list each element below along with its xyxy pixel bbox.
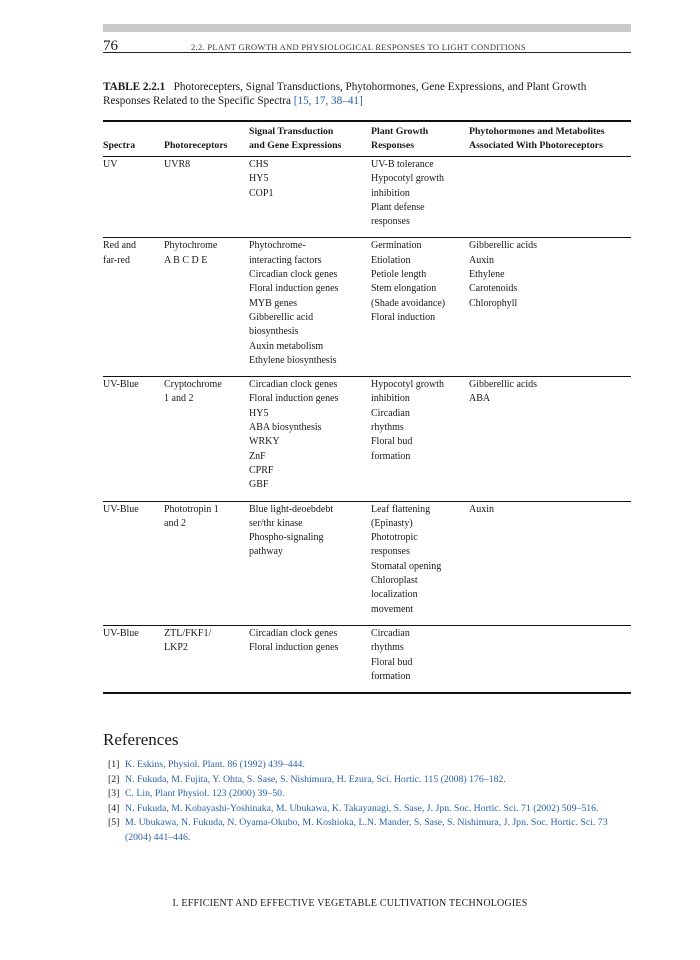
cell-line: ser/thr kinase [249, 517, 303, 529]
cell-line: Ethylene [469, 269, 505, 281]
reference-number: [3] [108, 788, 120, 800]
cell-line: HY5 [249, 173, 269, 185]
column-header-photoreceptors [164, 121, 249, 157]
cell-photoreceptors [164, 377, 249, 501]
reference-item [108, 758, 632, 773]
cell-spectra [103, 238, 164, 377]
cell-phytohormones [469, 625, 631, 693]
cell-line: Auxin metabolism [249, 340, 324, 352]
cell-line: Gibberellic acids [469, 379, 538, 391]
cell-phytohormones [469, 238, 631, 377]
cell-line: Floral induction genes [249, 393, 339, 405]
column-header-spectra [103, 121, 164, 157]
cell-line: UV-Blue [103, 503, 139, 515]
cell-line: localization [371, 589, 418, 601]
cell-line: CHS [249, 159, 269, 170]
cell-photoreceptors [164, 501, 249, 625]
references-heading: References [103, 730, 179, 749]
caption-citation-link[interactable]: [15, 17, 38–41] [293, 95, 363, 107]
table-row [103, 157, 631, 238]
table-caption [103, 80, 631, 108]
reference-item [108, 773, 632, 788]
cell-phytohormones [469, 501, 631, 625]
cell-line: Floral induction [371, 311, 436, 323]
cell-plant-growth [371, 377, 469, 501]
cell-line: Circadian clock genes [249, 269, 338, 281]
cell-signal-transduction [249, 238, 371, 377]
cell-spectra [103, 501, 164, 625]
cell-line: ZTL/FKF1/ [164, 627, 212, 639]
cell-line: Stomatal opening [371, 560, 442, 572]
cell-line: Phospho-signaling [249, 532, 324, 544]
cell-line: Blue light-deoebdebt [249, 503, 334, 515]
cell-signal-transduction [249, 377, 371, 501]
cell-line: Cryptochrome [164, 379, 222, 391]
cell-signal-transduction [249, 501, 371, 625]
cell-signal-transduction [249, 625, 371, 693]
cell-line: Floral bud [371, 656, 413, 668]
cell-spectra [103, 157, 164, 238]
cell-photoreceptors [164, 238, 249, 377]
cell-plant-growth [371, 501, 469, 625]
cell-line: UV [103, 159, 118, 170]
cell-line: UV-Blue [103, 379, 139, 391]
cell-line: far-red [103, 254, 130, 266]
cell-line: Circadian [371, 627, 410, 639]
table-row [103, 377, 631, 501]
cell-line: Associated With Photoreceptors [469, 140, 603, 151]
cell-line: UV-Blue [103, 627, 139, 639]
cell-line: Phototropin 1 [164, 503, 219, 515]
table-body [103, 157, 631, 694]
cell-photoreceptors [164, 625, 249, 693]
cell-line: Carotenoids [469, 283, 518, 295]
reference-item [108, 802, 632, 817]
cell-line: Germination [371, 240, 422, 252]
page-header [103, 24, 631, 53]
cell-line: Chloroplast [371, 575, 418, 587]
cell-line: inhibition [371, 187, 410, 199]
cell-line: rhythms [371, 422, 404, 434]
reference-number: [5] [108, 817, 120, 829]
cell-line: inhibition [371, 393, 410, 405]
cell-line: biosynthesis [249, 326, 299, 338]
cell-line: Plant Growth [371, 126, 429, 137]
cell-line: Ethylene biosynthesis [249, 354, 337, 366]
column-header-phytohormones [469, 121, 631, 157]
cell-line: formation [371, 670, 411, 682]
cell-line: Spectra [103, 140, 136, 151]
reference-item [108, 816, 632, 845]
cell-line: movement [371, 603, 414, 615]
cell-line: Etiolation [371, 254, 411, 266]
reference-link[interactable]: N. Fukuda, M. Fujita, Y. Ohta, S. Sase, S. Nishimura, H. Ezura, Sci. Hortic. 115 (2008) 176–182. [125, 773, 506, 785]
cell-line: formation [371, 450, 411, 462]
reference-number: [4] [108, 802, 120, 814]
cell-line: Hypocotyl growth [371, 173, 445, 185]
cell-line: pathway [249, 546, 283, 558]
cell-plant-growth [371, 157, 469, 238]
cell-line: Circadian clock genes [249, 379, 338, 391]
cell-line: Auxin [469, 254, 494, 266]
cell-plant-growth [371, 625, 469, 693]
cell-line: WRKY [249, 436, 280, 448]
cell-line: Phytohormones and Metabolites [469, 126, 605, 137]
data-table [103, 120, 631, 694]
cell-photoreceptors [164, 157, 249, 238]
reference-item [108, 787, 632, 802]
cell-line: A B C D E [164, 254, 208, 266]
references-list [108, 758, 632, 846]
cell-phytohormones [469, 377, 631, 501]
cell-line: ABA [469, 393, 491, 405]
cell-line: Responses [371, 140, 415, 151]
cell-line: (Shade avoidance) [371, 297, 446, 309]
cell-line: interacting factors [249, 254, 322, 266]
cell-line: LKP2 [164, 642, 188, 654]
cell-line: Circadian [371, 407, 410, 419]
cell-line: UVR8 [164, 159, 191, 170]
cell-spectra [103, 625, 164, 693]
table-row [103, 238, 631, 377]
cell-line: MYB genes [249, 297, 298, 309]
cell-line: Auxin [469, 503, 494, 515]
cell-line: Hypocotyl growth [371, 379, 445, 391]
table-header-row [103, 121, 631, 157]
reference-link[interactable]: K. Eskins, Physiol. Plant. 86 (1992) 439–444. [125, 759, 305, 770]
cell-line: Gibberellic acids [469, 240, 538, 252]
cell-line: Floral bud [371, 436, 413, 448]
column-header-signal-transduction [249, 121, 371, 157]
cell-line: Stem elongation [371, 283, 437, 295]
cell-line: Floral induction genes [249, 283, 339, 295]
caption-text: Photorecepters, Signal Transductions, Phytohormones, Gene Expressions, and Plant Growth Responses Related to the Specific Spectra [103, 81, 587, 107]
cell-signal-transduction [249, 157, 371, 238]
cell-line: and 2 [164, 517, 186, 529]
cell-phytohormones [469, 157, 631, 238]
cell-line: Gibberellic acid [249, 311, 314, 323]
cell-line: ZnF [249, 450, 266, 462]
cell-line: Phototropic [371, 532, 418, 544]
cell-spectra [103, 377, 164, 501]
cell-line: Leaf flattening [371, 503, 431, 515]
table-row [103, 501, 631, 625]
cell-plant-growth [371, 238, 469, 377]
cell-line: Phytochrome- [249, 240, 306, 252]
cell-line: Signal Transduction [249, 126, 334, 137]
page-footer: I. EFFICIENT AND EFFECTIVE VEGETABLE CULTIVATION TECHNOLOGIES [172, 898, 528, 909]
cell-line: Circadian clock genes [249, 627, 338, 639]
table-row [103, 625, 631, 693]
cell-line: Plant defense [371, 201, 425, 213]
page-number: 76 [103, 38, 118, 54]
reference-number: [1] [108, 759, 120, 770]
cell-line: and Gene Expressions [249, 140, 342, 151]
reference-link[interactable]: C. Lin, Plant Physiol. 123 (2000) 39–50. [125, 788, 285, 800]
cell-line: Chlorophyll [469, 297, 518, 309]
cell-line: COP1 [249, 187, 274, 199]
cell-line: UV-B tolerance [371, 159, 434, 170]
cell-line: Red and [103, 240, 137, 252]
reference-number: [2] [108, 773, 120, 785]
cell-line: GBF [249, 479, 269, 491]
cell-line: responses [371, 546, 410, 558]
reference-link[interactable]: M. Ubukawa, N. Fukuda, N. Oyama-Okubo, M. Koshioka, L.N. Mander, S. Sase, S. Nishimura, J. Jpn. Soc. Hortic. Sci. 73 (2004) 441–446. [125, 817, 608, 843]
cell-line: HY5 [249, 407, 269, 419]
running-title: 2.2. PLANT GROWTH AND PHYSIOLOGICAL RESPONSES TO LIGHT CONDITIONS [191, 42, 526, 52]
cell-line: Photoreceptors [164, 140, 228, 151]
column-header-plant-growth [371, 121, 469, 157]
cell-line: 1 and 2 [164, 393, 194, 405]
cell-line: ABA biosynthesis [249, 422, 322, 434]
cell-line: (Epinasty) [371, 517, 413, 529]
cell-line: responses [371, 216, 410, 228]
cell-line: Floral induction genes [249, 642, 339, 654]
cell-line: Phytochrome [164, 240, 218, 252]
reference-link[interactable]: N. Fukuda, M. Kobayashi-Yoshinaka, M. Ubukawa, K. Takayanagi, S. Sase, J. Jpn. Soc. Hortic. Sci. 71 (2002) 509–516. [125, 802, 599, 814]
cell-line: Petiole length [371, 269, 427, 281]
table-label: TABLE 2.2.1 [103, 81, 166, 93]
cell-line: CPRF [249, 464, 274, 476]
cell-line: rhythms [371, 642, 404, 654]
